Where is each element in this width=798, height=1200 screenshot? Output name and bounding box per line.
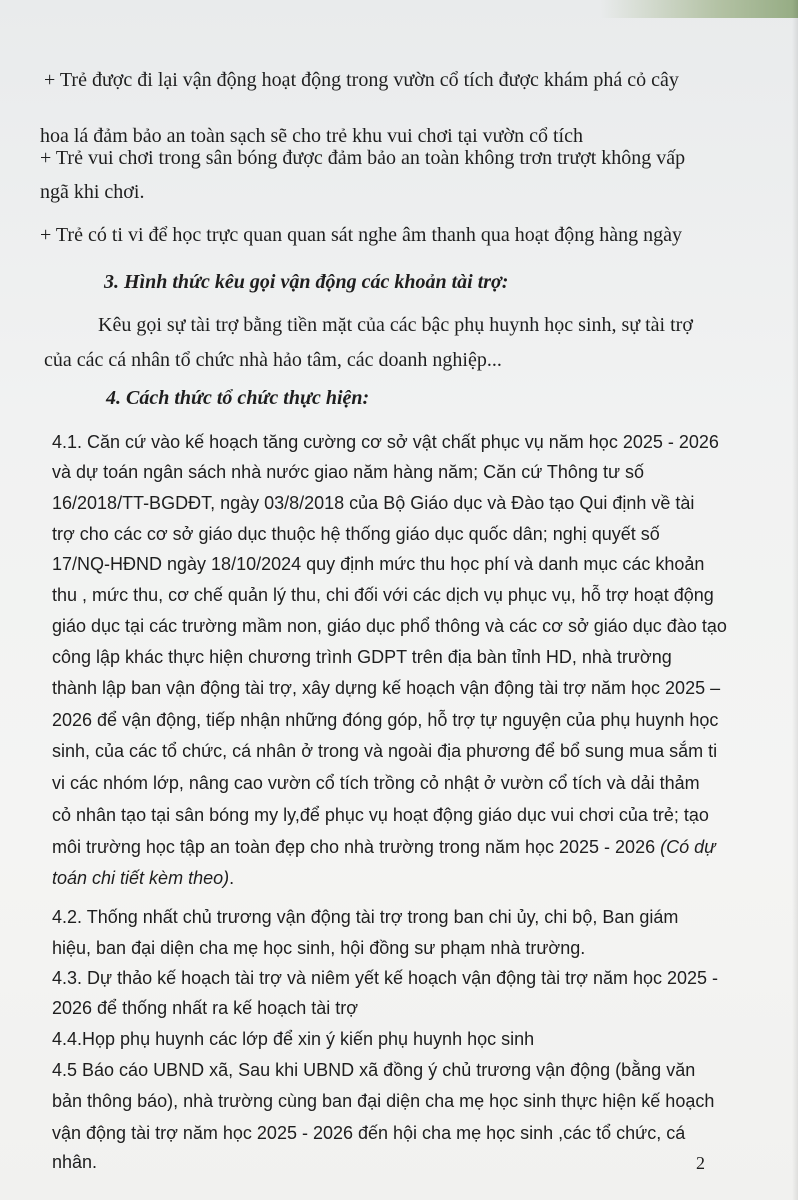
item-4-1-line-11: sinh, của các tổ chức, cá nhân ở trong và ngoài địa phương để bổ sung mua sắm ti	[52, 741, 718, 761]
item-4-2-line-1: 4.2. Thống nhất chủ trương vận động tài trợ trong ban chi ủy, chi bộ, Ban giám	[52, 907, 679, 927]
item-4-1-italic-tail-b: toán chi tiết kèm theo)	[52, 868, 230, 888]
item-4-5-line-4: nhân.	[52, 1152, 98, 1172]
bullet-1-line-1: + Trẻ được đi lại vận động hoạt động trong vườn cổ tích được khám phá cỏ cây	[44, 69, 679, 91]
section-3-body-line-2: của các cá nhân tổ chức nhà hảo tâm, các doanh nghiệp...	[44, 349, 502, 371]
page-edge-shadow	[600, 0, 798, 18]
item-4-2-line-2: hiệu, ban đại diện cha mẹ học sinh, hội đồng sư phạm nhà trường.	[52, 938, 586, 958]
item-4-1-line-9: thành lập ban vận động tài trợ, xây dựng kế hoạch vận động tài trợ năm học 2025 –	[52, 678, 721, 698]
page-number: 2	[696, 1153, 705, 1173]
bullet-2-line-1: + Trẻ vui chơi trong sân bóng được đảm bảo an toàn không trơn trượt không vấp	[40, 147, 686, 169]
item-4-1-line-10: 2026 để vận động, tiếp nhận những đóng góp, hỗ trợ tự nguyện của phụ huynh học	[52, 710, 719, 730]
item-4-1-line-14	[52, 835, 716, 859]
item-4-1-italic-tail-a: (Có dự	[660, 837, 716, 857]
item-4-1-line-13: cỏ nhân tạo tại sân bóng my ly,để phục vụ hoạt động giáo dục vui chơi của trẻ; tạo	[52, 805, 709, 825]
bullet-3-line-1: + Trẻ có ti vi để học trực quan quan sát nghe âm thanh qua hoạt động hàng ngày	[40, 224, 682, 246]
section-3-heading: 3. Hình thức kêu gọi vận động các khoản tài trợ:	[104, 271, 509, 293]
item-4-5-line-3: vận động tài trợ năm học 2025 - 2026 đến hội cha mẹ học sinh ,các tổ chức, cá	[52, 1123, 686, 1143]
item-4-1-end: .	[229, 868, 235, 888]
item-4-3-line-2: 2026 để thống nhất ra kế hoạch tài trợ	[52, 998, 359, 1018]
item-4-1-line-15	[52, 866, 234, 890]
item-4-1-line-7: giáo dục tại các trường mầm non, giáo dục phổ thông và các cơ sở giáo dục đào tạo	[52, 616, 727, 636]
item-4-3-line-1: 4.3. Dự thảo kế hoạch tài trợ và niêm yết kế hoạch vận động tài trợ năm học 2025 -	[52, 968, 719, 988]
item-4-1-line-6: thu , mức thu, cơ chế quản lý thu, chi đối với các dịch vụ phục vụ, hỗ trợ hoạt động	[52, 585, 714, 605]
item-4-1-line-5: 17/NQ-HĐND ngày 18/10/2024 quy định mức thu học phí và danh mục các khoản	[52, 554, 705, 574]
item-4-5-line-1: 4.5 Báo cáo UBND xã, Sau khi UBND xã đồng ý chủ trương vận động (bằng văn	[52, 1060, 696, 1080]
bullet-1-line-2: hoa lá đảm bảo an toàn sạch sẽ cho trẻ khu vui chơi tại vườn cổ tích	[40, 125, 583, 147]
item-4-5-line-2: bản thông báo), nhà trường cùng ban đại diện cha mẹ học sinh thực hiện kế hoạch	[52, 1091, 715, 1111]
item-4-1-line-12: vi các nhóm lớp, nâng cao vườn cổ tích trồng cỏ nhật ở vườn cổ tích và dải thảm	[52, 773, 700, 793]
section-4-heading: 4. Cách thức tổ chức thực hiện:	[106, 387, 370, 409]
item-4-1-line-3: 16/2018/TT-BGDĐT, ngày 03/8/2018 của Bộ Giáo dục và Đào tạo Qui định về tài	[52, 493, 695, 513]
bullet-2-line-2: ngã khi chơi.	[40, 181, 145, 203]
item-4-1-line-2: và dự toán ngân sách nhà nước giao năm hàng năm; Căn cứ Thông tư số	[52, 462, 645, 482]
page-edge-right	[792, 0, 798, 1200]
item-4-1-line-14-text: môi trường học tập an toàn đẹp cho nhà trường trong năm học 2025 - 2026	[52, 837, 656, 857]
item-4-1-line-1: 4.1. Căn cứ vào kế hoạch tăng cường cơ sở vật chất phục vụ năm học 2025 - 2026	[52, 432, 719, 452]
item-4-1-line-4: trợ cho các cơ sở giáo dục thuộc hệ thống giáo dục quốc dân; nghị quyết số	[52, 524, 660, 544]
item-4-1-line-8: công lập khác thực hiện chương trình GDPT trên địa bàn tỉnh HD, nhà trường	[52, 647, 672, 667]
item-4-4: 4.4.Họp phụ huynh các lớp để xin ý kiến phụ huynh học sinh	[52, 1029, 535, 1049]
section-3-body-line-1: Kêu gọi sự tài trợ bằng tiền mặt của các bậc phụ huynh học sinh, sự tài trợ	[98, 314, 693, 336]
